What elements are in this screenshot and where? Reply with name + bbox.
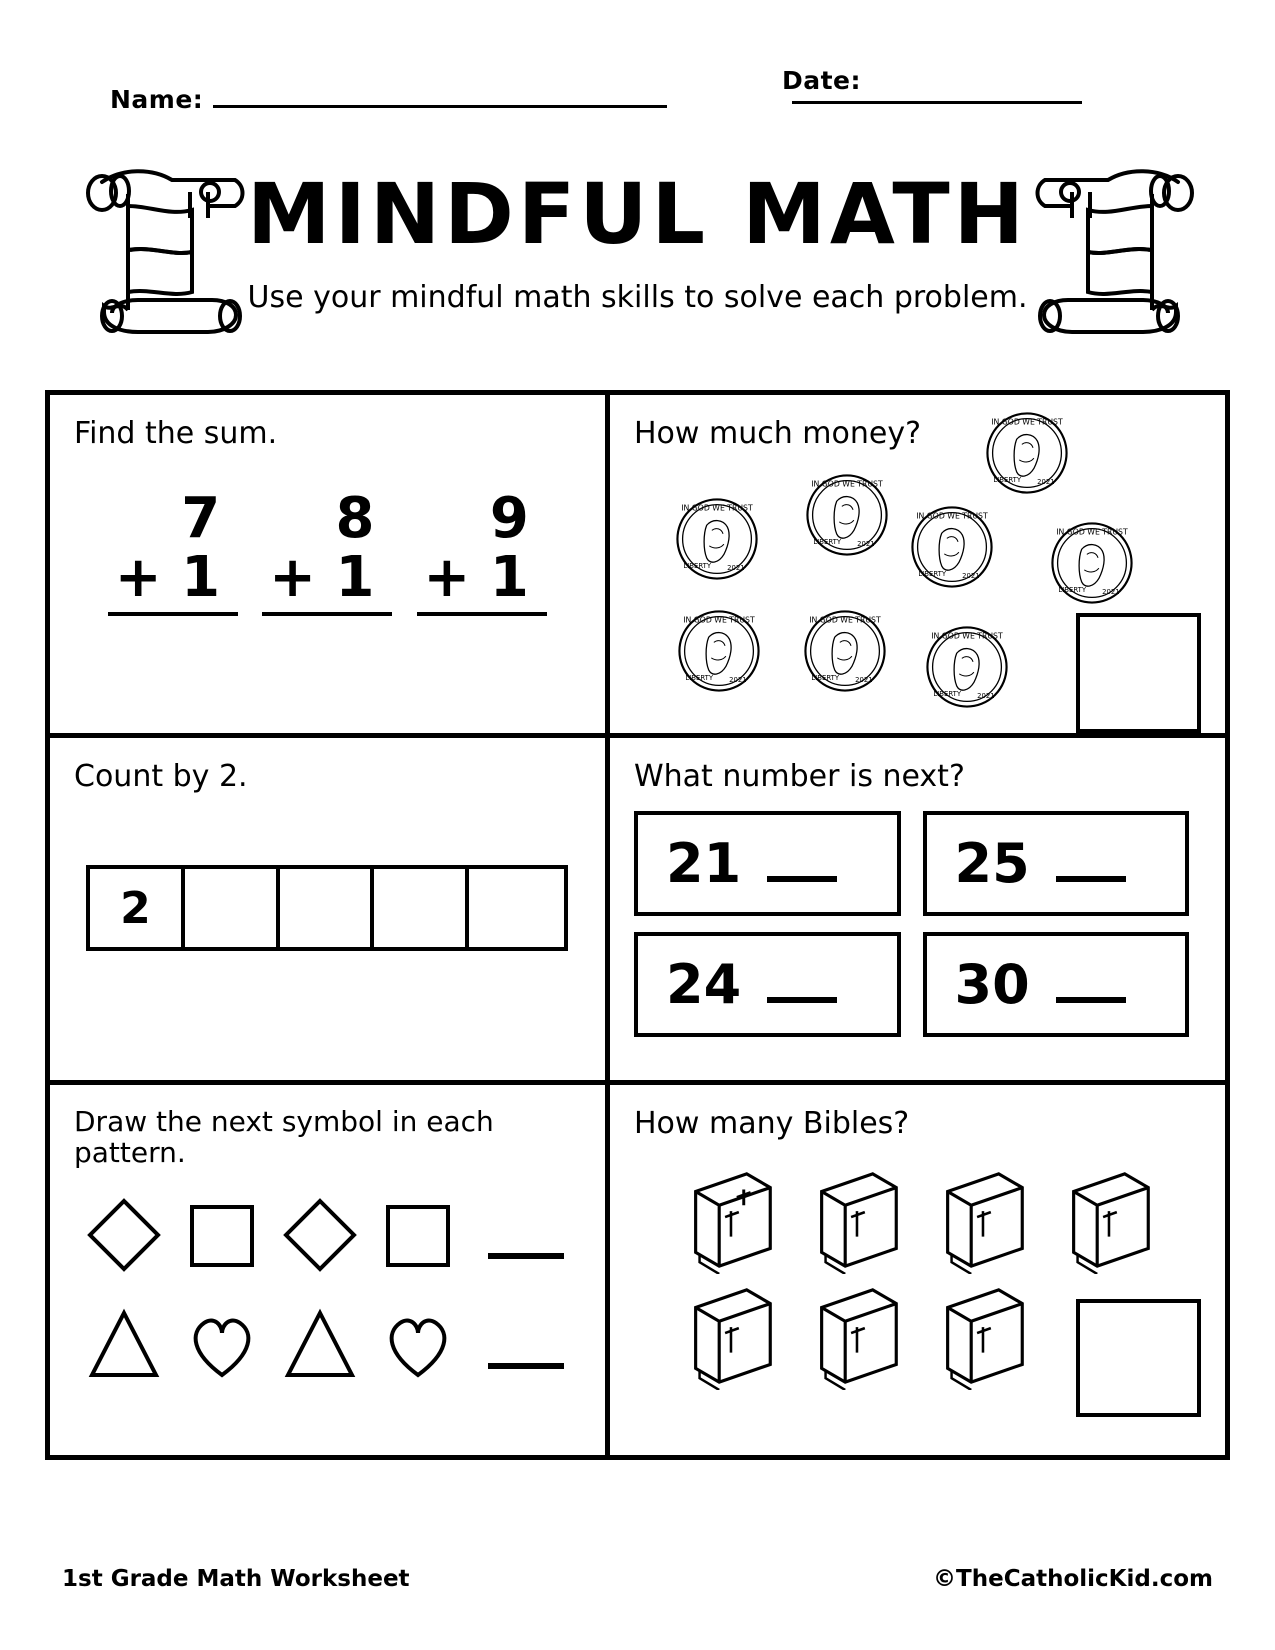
svg-text:LIBERTY: LIBERTY — [933, 690, 962, 699]
bible-book-icon — [928, 1164, 1036, 1278]
addend-bottom: + 1 — [417, 549, 547, 616]
next-number-blank[interactable] — [1056, 967, 1126, 1003]
svg-text:2021: 2021 — [1102, 587, 1120, 596]
penny-coin — [804, 472, 890, 562]
svg-text:LIBERTY: LIBERTY — [1058, 586, 1087, 595]
svg-text:IN GOD WE TRUST: IN GOD WE TRUST — [931, 631, 1003, 641]
svg-text:LIBERTY: LIBERTY — [993, 476, 1022, 485]
page-subtitle: Use your mindful math skills to solve each problem. — [247, 280, 1028, 315]
next-number-blank[interactable] — [767, 967, 837, 1003]
section-money — [610, 395, 1225, 738]
bible-group — [634, 1148, 1201, 1403]
square-icon — [182, 1195, 262, 1279]
next-number-value: 30 — [954, 953, 1030, 1016]
count-cell[interactable]: 2 — [90, 869, 185, 947]
svg-text:2021: 2021 — [855, 675, 873, 684]
next-number-item[interactable] — [923, 932, 1190, 1037]
addend-top: 9 — [489, 486, 529, 551]
section-prompt: How many Bibles? — [634, 1106, 910, 1141]
diamond-icon — [280, 1195, 360, 1279]
sum-problem[interactable] — [262, 486, 392, 616]
penny-coin — [1049, 520, 1135, 610]
svg-text:2021: 2021 — [857, 539, 875, 548]
footer — [62, 1566, 1213, 1592]
bible-answer-box[interactable] — [1076, 1299, 1201, 1417]
svg-text:LIBERTY: LIBERTY — [811, 674, 840, 683]
svg-text:2021: 2021 — [729, 675, 747, 684]
next-number-value: 24 — [666, 953, 742, 1016]
section-prompt: What number is next? — [634, 759, 965, 794]
section-prompt: Find the sum. — [74, 416, 278, 451]
count-cell[interactable] — [374, 869, 469, 947]
addend-top: 8 — [335, 486, 375, 551]
penny-coin — [984, 410, 1070, 500]
date-input-line[interactable] — [792, 100, 1082, 104]
addend-top: 7 — [181, 486, 221, 551]
svg-text:IN GOD WE TRUST: IN GOD WE TRUST — [809, 615, 881, 625]
bible-book-icon — [676, 1280, 784, 1394]
pattern-answer-blank[interactable] — [488, 1325, 564, 1369]
svg-text:LIBERTY: LIBERTY — [685, 674, 714, 683]
penny-coin — [924, 624, 1010, 714]
svg-text:2021: 2021 — [727, 563, 745, 572]
pattern-row — [74, 1195, 581, 1279]
next-number-blank[interactable] — [767, 846, 837, 882]
penny-coin — [676, 608, 762, 698]
svg-text:IN GOD WE TRUST: IN GOD WE TRUST — [1056, 527, 1128, 537]
section-prompt: Count by 2. — [74, 759, 248, 794]
pattern-answer-blank[interactable] — [488, 1215, 564, 1259]
bible-book-icon — [802, 1280, 910, 1394]
diamond-icon — [84, 1195, 164, 1279]
penny-coin — [909, 504, 995, 594]
svg-text:2021: 2021 — [977, 691, 995, 700]
footer-right-text: ©TheCatholicKid.com — [933, 1566, 1213, 1592]
addend-bottom: + 1 — [108, 549, 238, 616]
section-next-number — [610, 738, 1225, 1085]
section-find-sum — [50, 395, 610, 738]
penny-coin — [674, 496, 760, 586]
svg-text:IN GOD WE TRUST: IN GOD WE TRUST — [811, 479, 883, 489]
next-number-item[interactable] — [634, 932, 901, 1037]
scroll-icon — [1030, 160, 1220, 344]
section-prompt: Draw the next symbol in each pattern. — [74, 1105, 494, 1169]
next-number-blank[interactable] — [1056, 846, 1126, 882]
sum-problem[interactable] — [108, 486, 238, 616]
next-number-item[interactable] — [634, 811, 901, 916]
date-label: Date: — [781, 66, 862, 95]
section-prompt: How much money? — [634, 416, 921, 451]
section-count-by-2 — [50, 738, 610, 1085]
next-number-value: 25 — [954, 832, 1030, 895]
svg-text:IN GOD WE TRUST: IN GOD WE TRUST — [991, 417, 1063, 427]
svg-text:LIBERTY: LIBERTY — [918, 570, 947, 579]
svg-text:IN GOD WE TRUST: IN GOD WE TRUST — [916, 511, 988, 521]
bible-book-icon — [1054, 1164, 1162, 1278]
penny-coin — [802, 608, 888, 698]
title-block — [0, 150, 1275, 365]
name-input-line[interactable] — [213, 104, 667, 108]
square-icon — [378, 1195, 458, 1279]
problem-grid — [45, 390, 1230, 1460]
sum-problems — [74, 486, 581, 616]
count-cell[interactable] — [469, 869, 564, 947]
footer-left-text: 1st Grade Math Worksheet — [62, 1566, 410, 1592]
sum-problem[interactable] — [417, 486, 547, 616]
svg-text:LIBERTY: LIBERTY — [813, 538, 842, 547]
heart-icon — [378, 1305, 458, 1389]
name-date-row — [110, 66, 1165, 114]
section-bibles — [610, 1085, 1225, 1455]
money-answer-box[interactable] — [1076, 613, 1201, 733]
svg-text:IN GOD WE TRUST: IN GOD WE TRUST — [681, 503, 753, 513]
heart-icon — [182, 1305, 262, 1389]
bible-book-icon — [676, 1164, 784, 1278]
bible-book-icon — [802, 1164, 910, 1278]
next-number-grid — [634, 811, 1201, 1037]
svg-text:LIBERTY: LIBERTY — [683, 562, 712, 571]
svg-text:2021: 2021 — [1037, 477, 1055, 486]
svg-text:2021: 2021 — [962, 571, 980, 580]
bible-book-icon — [928, 1280, 1036, 1394]
name-label: Name: — [110, 85, 204, 114]
triangle-icon — [84, 1305, 164, 1389]
next-number-item[interactable] — [923, 811, 1190, 916]
count-sequence-row — [86, 865, 568, 951]
page-title: MINDFUL MATH — [247, 165, 1028, 263]
date-group — [782, 66, 1165, 114]
next-number-value: 21 — [666, 832, 742, 895]
section-patterns — [50, 1085, 610, 1455]
count-cell[interactable] — [280, 869, 375, 947]
count-cell[interactable] — [185, 869, 280, 947]
triangle-icon — [280, 1305, 360, 1389]
addend-bottom: + 1 — [262, 549, 392, 616]
pattern-row — [74, 1305, 581, 1389]
svg-text:IN GOD WE TRUST: IN GOD WE TRUST — [683, 615, 755, 625]
